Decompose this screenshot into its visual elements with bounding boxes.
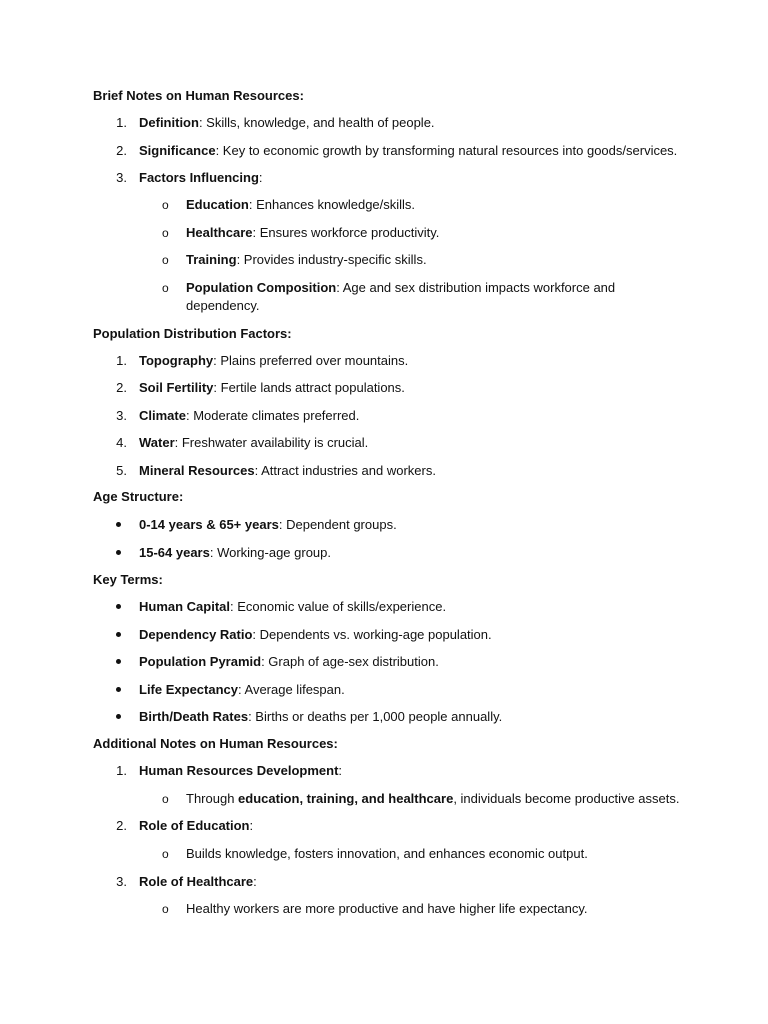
item-text: : Economic value of skills/experience. — [230, 599, 447, 614]
bullet-icon — [116, 550, 121, 555]
item-term: education, training, and healthcare — [238, 791, 454, 806]
item-term: Human Resources Development — [139, 763, 339, 778]
sub-bullet: o — [162, 198, 169, 212]
list-number: 2. — [116, 380, 127, 395]
list-number: 5. — [116, 463, 127, 478]
bullet-icon — [116, 687, 121, 692]
sub-list-item — [186, 224, 439, 242]
item-term: Mineral Resources — [139, 463, 255, 478]
section-heading: Population Distribution Factors: — [93, 326, 292, 341]
item-text: : Skills, knowledge, and health of people. — [198, 115, 435, 130]
item-term: Significance — [139, 143, 216, 158]
sub-list-item — [186, 900, 588, 918]
item-term: Climate — [139, 408, 186, 423]
list-item — [139, 142, 677, 160]
item-term: Training — [186, 252, 237, 267]
item-text: : Age and sex distribution impacts workforce and dependency. — [186, 280, 616, 313]
list-item — [139, 626, 492, 644]
list-number: 3. — [116, 874, 127, 889]
item-text: : Births or deaths per 1,000 people annually. — [248, 709, 503, 724]
item-text: : Enhances knowledge/skills. — [248, 197, 416, 212]
item-term: Human Capital — [139, 599, 231, 614]
list-item — [139, 708, 502, 726]
list-number: 2. — [116, 818, 127, 833]
item-text: Healthy workers are more productive and have higher life expectancy. — [186, 901, 588, 916]
item-text: : Plains preferred over mountains. — [213, 353, 409, 368]
item-prefix: Through — [186, 791, 239, 806]
list-item — [139, 352, 408, 370]
item-text: : Dependent groups. — [278, 517, 397, 532]
bullet-icon — [116, 714, 121, 719]
item-text: : — [253, 874, 257, 889]
list-item — [139, 462, 436, 480]
item-term: Definition — [139, 115, 199, 130]
item-text: : Graph of age-sex distribution. — [261, 654, 439, 669]
item-text: : Fertile lands attract populations. — [213, 380, 405, 395]
item-term: Role of Education — [139, 818, 250, 833]
list-item — [139, 762, 342, 780]
list-number: 1. — [116, 353, 127, 368]
item-term: Population Composition — [186, 280, 337, 295]
sub-bullet: o — [162, 902, 169, 916]
item-term: 15-64 years — [139, 545, 210, 560]
sub-bullet: o — [162, 847, 169, 861]
sub-bullet: o — [162, 226, 169, 240]
section-heading: Brief Notes on Human Resources: — [93, 88, 304, 103]
list-item — [139, 407, 359, 425]
item-term: Topography — [139, 353, 214, 368]
list-number: 1. — [116, 763, 127, 778]
list-item — [139, 873, 257, 891]
list-number: 4. — [116, 435, 127, 450]
list-item — [139, 379, 405, 397]
item-text: : — [258, 170, 263, 185]
item-term: Dependency Ratio — [139, 627, 253, 642]
sub-list-item — [186, 845, 588, 863]
item-term: Life Expectancy — [139, 682, 238, 697]
sub-list-item — [186, 279, 616, 315]
sub-bullet: o — [162, 792, 169, 806]
list-item — [139, 169, 263, 187]
item-term: Healthcare — [186, 225, 253, 240]
item-term: 0-14 years & 65+ years — [139, 517, 279, 532]
sub-bullet: o — [162, 281, 169, 295]
section-heading: Age Structure: — [93, 489, 184, 504]
section-heading: Key Terms: — [93, 572, 163, 587]
item-text: : — [338, 763, 343, 778]
item-term: Education — [186, 197, 249, 212]
bullet-icon — [116, 522, 121, 527]
item-term: Birth/Death Rates — [139, 709, 249, 724]
item-text: : Moderate climates preferred. — [185, 408, 360, 423]
sub-bullet: o — [162, 253, 169, 267]
list-item — [139, 544, 331, 562]
list-number: 3. — [116, 408, 127, 423]
bullet-icon — [116, 632, 121, 637]
section-heading: Additional Notes on Human Resources: — [93, 736, 338, 751]
list-item — [139, 516, 397, 534]
item-term: Population Pyramid — [139, 654, 262, 669]
list-item — [139, 114, 435, 132]
item-text: : Freshwater availability is crucial. — [174, 435, 369, 450]
item-text: , individuals become productive assets. — [453, 791, 680, 806]
item-term: Role of Healthcare — [139, 874, 254, 889]
item-text: : — [249, 818, 254, 833]
list-item — [139, 434, 368, 452]
item-text: : Key to economic growth by transforming natural resources into goods/services. — [215, 143, 678, 158]
item-text: : Provides industry-specific skills. — [236, 252, 427, 267]
item-term: Factors Influencing — [139, 170, 259, 185]
sub-list-item — [186, 251, 427, 269]
item-text: Builds knowledge, fosters innovation, and enhances economic output. — [186, 846, 588, 861]
list-number: 1. — [116, 115, 127, 130]
item-term: Water — [139, 435, 175, 450]
list-item — [139, 681, 345, 699]
list-number: 3. — [116, 170, 127, 185]
item-text: : Attract industries and workers. — [254, 463, 436, 478]
list-item — [139, 653, 439, 671]
item-text: : Dependents vs. working-age population. — [252, 627, 492, 642]
bullet-icon — [116, 659, 121, 664]
item-text: : Working-age group. — [209, 545, 332, 560]
list-number: 2. — [116, 143, 127, 158]
list-item — [139, 598, 446, 616]
item-term: Soil Fertility — [139, 380, 214, 395]
bullet-icon — [116, 604, 121, 609]
sub-list-item — [186, 790, 680, 808]
item-text: : Ensures workforce productivity. — [252, 225, 440, 240]
sub-list-item — [186, 196, 415, 214]
list-item — [139, 817, 253, 835]
item-text: : Average lifespan. — [238, 682, 345, 697]
